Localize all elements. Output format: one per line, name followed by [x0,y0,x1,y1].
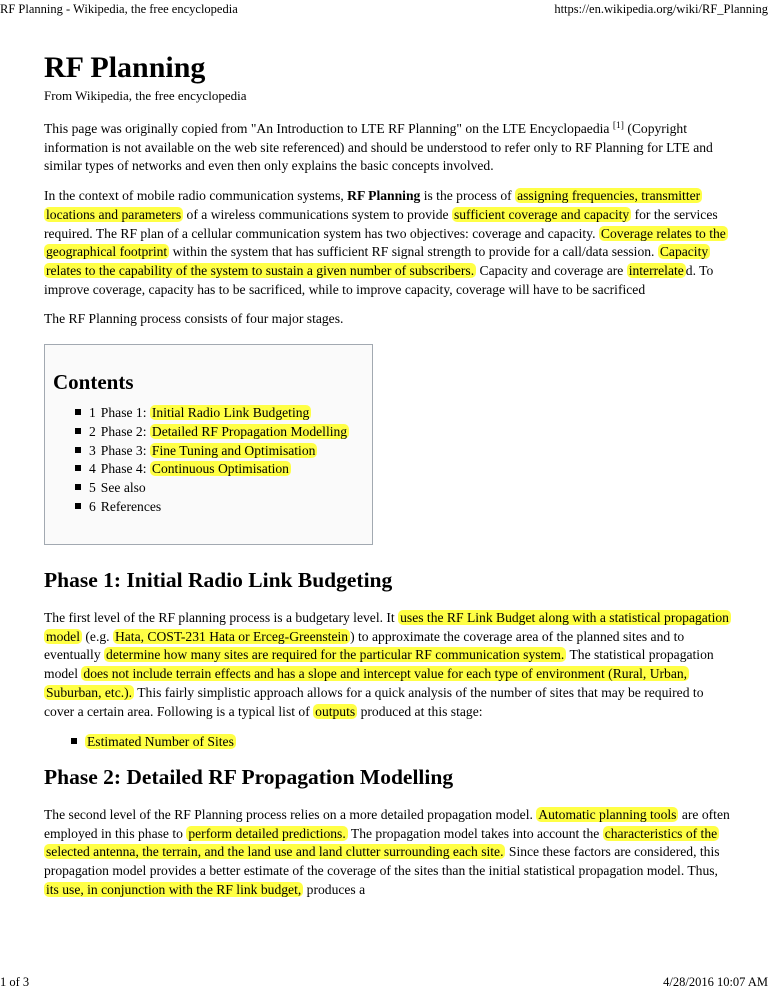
print-header-url[interactable]: https://en.wikipedia.org/wiki/RF_Planning [554,2,768,16]
highlight: Coverage relates to the geographical footprint [46,225,726,260]
toc-item-4[interactable]: 4 Phase 4: Continuous Optimisation [75,460,372,479]
toc-link[interactable]: Continuous Optimisation [151,461,289,477]
highlight: uses the RF Link Budget along with a statistical propagation model [46,610,729,644]
phase1-heading: Phase 1: Initial Radio Link Budgeting [44,568,393,593]
toc-link[interactable]: Fine Tuning and Optimisation [151,442,316,458]
print-header-title: RF Planning - Wikipedia, the free encyclopedia [0,2,238,16]
toc-link[interactable]: Initial Radio Link Budgeting [151,405,310,421]
phase2-heading: Phase 2: Detailed RF Propagation Modelling [44,765,454,790]
highlight: Capacity relates to the capability of the system to sustain a given number of subscribers. [46,244,709,278]
highlight: interrelate [628,262,684,278]
print-footer-datetime: 4/28/2016 10:07 AM [663,975,768,989]
toc-item-2[interactable]: 2 Phase 2: Detailed RF Propagation Modelling [75,423,372,442]
print-footer-page: 1 of 3 [0,975,30,989]
toc-link[interactable]: References [100,499,162,515]
highlight: outputs [315,703,356,719]
stages-paragraph: The RF Planning process consists of four major stages. [44,311,344,327]
reference-link[interactable]: [1] [612,121,624,131]
highlight: Hata, COST-231 Hata or Erceg-Greenstein [114,628,349,644]
toc-item-1[interactable]: 1 Phase 1: Initial Radio Link Budgeting [75,404,372,423]
toc-item-3[interactable]: 3 Phase 3: Fine Tuning and Optimisation [75,442,372,461]
table-of-contents [44,344,373,545]
toc-item-5[interactable]: 5 See also [75,479,372,498]
list-item [71,733,734,752]
toc-item-6[interactable]: 6 References [75,498,372,517]
intro-note-paragraph: This page was originally copied from "An Introduction to LTE RF Planning" on the LTE Encyclopaedia [1] (Copyright information is not available on the web site referenced) and should be understood to refer only to RF Planning for LTE and similar types of networks and even then only explains the basic concepts involved. [44,121,713,174]
toc-list [53,404,372,517]
highlight: determine how many sites are required for the particular RF communication system. [106,647,565,663]
bullet-square-icon [75,465,81,471]
highlight: sufficient coverage and capacity [453,206,630,222]
highlight: its use, in conjunction with the RF link budget, [46,881,302,897]
bullet-square-icon [75,428,81,434]
bullet-square-icon [75,409,81,415]
definition-paragraph: In the context of mobile radio communication systems, RF Planning is the process of assigning frequencies, transmitter locations and parameters of a wireless communications system to provide sufficient coverage and capacity for the services required. The RF plan of a cellular communication system has two objectives: coverage and capacity. Coverage relates to the geographical footprint within the system that has sufficient RF signal strength to provide for a call/data session. Capacity relates to the capability of the system to sustain a given number of subscribers. Capacity and coverage are interrelate d. To improve coverage, capacity has to be sacrificed, while to improve capacity, coverage will have to be sacrificed [44,188,726,297]
bullet-square-icon [75,447,81,453]
phase1-outputs-list [44,733,734,752]
toc-title: Contents [53,370,134,395]
bullet-square-icon [71,738,77,744]
toc-link[interactable]: Detailed RF Propagation Modelling [151,423,348,439]
bullet-square-icon [75,484,81,490]
highlight: characteristics of the selected antenna, the terrain, and the land use and land clutter surrounding each site. [46,825,718,860]
toc-link[interactable]: See also [100,480,146,496]
bullet-square-icon [75,503,81,509]
highlight: assigning frequencies, transmitter locations and parameters [46,188,701,222]
highlight: Automatic planning tools [538,807,677,823]
phase1-paragraph: The first level of the RF planning process is a budgetary level. It uses the RF Link Budget along with a statistical propagation model (e.g. Hata, COST-231 Hata or Erceg-Greenstein ) to approximate the coverage area of the planned sites and to eventually determine how many sites are required for the particular RF communication system. The statistical propagation model does not include terrain effects and has a slope and intercept value for each type of environment (Rural, Urban, Suburban, etc.). This fairly simplistic approach allows for a quick analysis of the number of sites that may be required to cover a certain area. Following is a typical list of outputs produced at this stage: [44,610,729,719]
highlight: Estimated Number of Sites [87,734,234,750]
article-content [44,50,734,900]
phase2-paragraph: The second level of the RF Planning process relies on a more detailed propagation model. Automatic planning tools are often employed in this phase to perform detailed predictions. The propagation model takes into account the characteristics of the selected antenna, the terrain, and the land use and land clutter surrounding each site. Since these factors are considered, this propagation model provides a better estimate of the coverage of the sites than the initial statistical propagation model. Thus, its use, in conjunction with the RF link budget, produces a [44,807,730,897]
page-subtitle: From Wikipedia, the free encyclopedia [44,88,247,103]
highlight: does not include terrain effects and has a slope and intercept value for each type of environment (Rural, Urban, Suburban, etc.). [46,666,688,700]
page-title: RF Planning [44,51,206,84]
highlight: perform detailed predictions. [188,825,346,841]
